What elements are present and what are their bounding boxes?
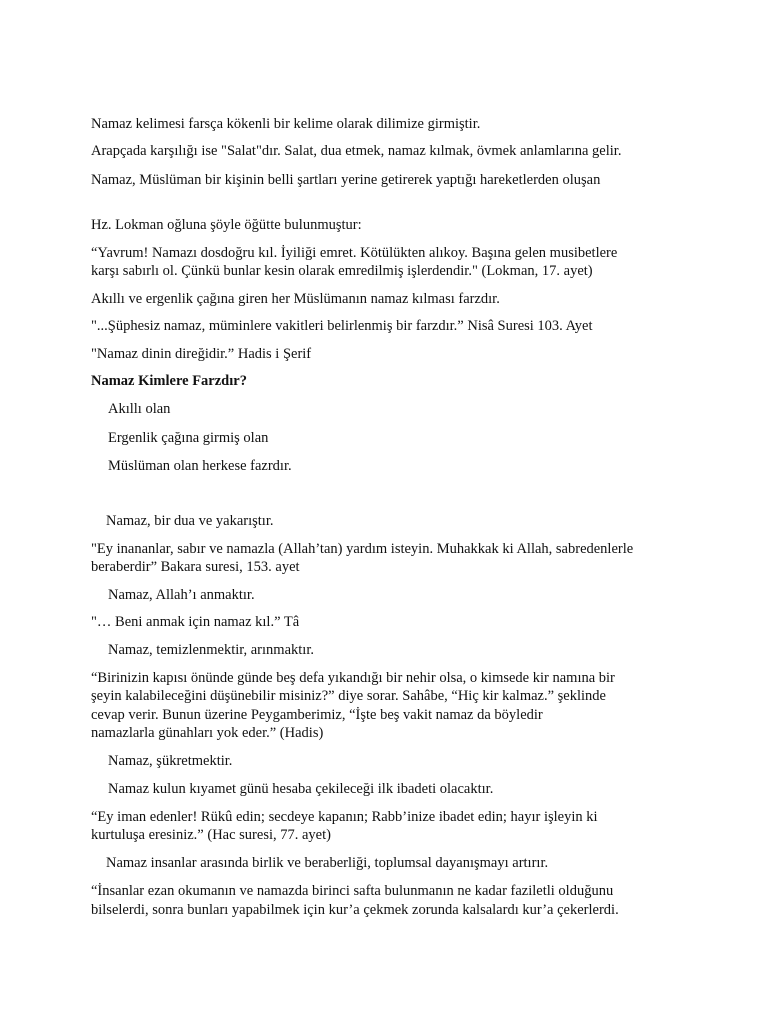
quote-ezan-line-2: bilselerdi, sonra bunları yapabilmek için kur’a çekmek zorunda kalsalardı kur’a çekerlerdi.: [91, 902, 619, 918]
list-item-ergenlik: Ergenlik çağına girmiş olan: [108, 430, 269, 446]
quote-ta: "… Beni anmak için namaz kıl.” Tâ: [91, 614, 300, 630]
list-item-akilli: Akıllı olan: [108, 401, 171, 417]
heading-anmak: Namaz, Allah’ı anmaktır.: [108, 587, 255, 603]
quote-bakara-line-1: "Ey inananlar, sabır ve namazla (Allah’tan) yardım isteyin. Muhakkak ki Allah, sabredenlerle: [91, 541, 634, 557]
paragraph-lokman-intro: Hz. Lokman oğluna şöyle öğütte bulunmuştur:: [91, 217, 362, 233]
heading-dua: Namaz, bir dua ve yakarıştır.: [106, 513, 274, 529]
quote-nehir-line-4: namazlarla günahları yok eder.” (Hadis): [91, 725, 324, 741]
quote-nehir-line-2: şeyin kalabileceğini düşünebilir misiniz?” diye sorar. Sahâbe, “Hiç kir kalmaz.” şeklinde: [91, 688, 606, 704]
paragraph-kiyamet: Namaz kulun kıyamet günü hesaba çekileceği ilk ibadeti olacaktır.: [108, 781, 494, 797]
quote-hadis-direk: "Namaz dinin direğidir.” Hadis i Şerif: [91, 346, 312, 362]
heading-temizlenmek: Namaz, temizlenmektir, arınmaktır.: [108, 642, 314, 658]
quote-ezan-line-1: “İnsanlar ezan okumanın ve namazda birinci safta bulunmanın ne kadar faziletli olduğunu: [91, 883, 614, 899]
section-heading-kimlere-farz: Namaz Kimlere Farzdır?: [91, 373, 247, 389]
paragraph-salat-meaning: Arapçada karşılığı ise "Salat"dır. Salat, dua etmek, namaz kılmak, övmek anlamlarına gelir.: [91, 143, 622, 159]
quote-hac-line-2: kurtuluşa eresiniz.” (Hac suresi, 77. ayet): [91, 827, 331, 843]
paragraph-namaz-definition: Namaz, Müslüman bir kişinin belli şartları yerine getirerek yaptığı hareketlerden oluşan: [91, 172, 601, 188]
quote-hac-line-1: “Ey iman edenler! Rükû edin; secdeye kapanın; Rabb’inize ibadet edin; hayır işleyin ki: [91, 809, 598, 825]
paragraph-namaz-origin: Namaz kelimesi farsça kökenli bir kelime olarak dilimize girmiştir.: [91, 116, 481, 132]
quote-lokman-line-2: karşı sabırlı ol. Çünkü bunlar kesin olarak emredilmiş işlerdendir." (Lokman, 17. ayet): [91, 263, 593, 279]
heading-sukretmek: Namaz, şükretmektir.: [108, 753, 233, 769]
quote-nisa: "...Şüphesiz namaz, müminlere vakitleri belirlenmiş bir farzdır.” Nisâ Suresi 103. Ayet: [91, 318, 593, 334]
heading-birlik: Namaz insanlar arasında birlik ve beraberliği, toplumsal dayanışmayı artırır.: [106, 855, 549, 871]
quote-bakara-line-2: beraberdir” Bakara suresi, 153. ayet: [91, 559, 300, 575]
quote-lokman-line-1: “Yavrum! Namazı dosdoğru kıl. İyiliği emret. Kötülükten alıkoy. Başına gelen musibetlere: [91, 245, 618, 261]
quote-nehir-line-1: “Birinizin kapısı önünde günde beş defa yıkandığı bir nehir olsa, o kimsede kir namına bir: [91, 670, 615, 686]
quote-nehir-line-3: cevap verir. Bunun üzerine Peygamberimiz, “İşte beş vakit namaz da böyledir: [91, 707, 543, 723]
list-item-musluman: Müslüman olan herkese fazrdır.: [108, 458, 292, 474]
paragraph-farz: Akıllı ve ergenlik çağına giren her Müslümanın namaz kılması farzdır.: [91, 291, 500, 307]
